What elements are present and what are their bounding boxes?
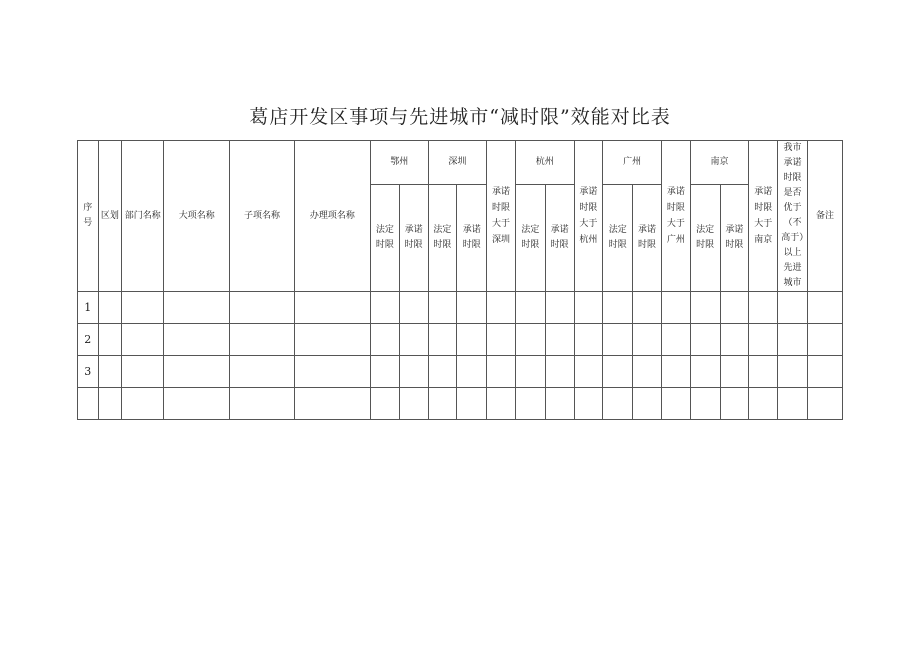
header-remark: 备注 xyxy=(807,141,842,292)
header-compare-hangzhou: 承诺时限大于杭州 xyxy=(574,141,603,292)
row-seq xyxy=(78,388,99,420)
table-row xyxy=(78,292,843,324)
header-promise-guangzhou: 承诺时限 xyxy=(633,185,662,292)
header-city-ezhou: 鄂州 xyxy=(370,141,428,185)
header-promise-shenzhen: 承诺时限 xyxy=(457,185,487,292)
header-city-hangzhou: 杭州 xyxy=(515,141,574,185)
comparison-table xyxy=(77,140,843,420)
header-dept: 部门名称 xyxy=(122,141,164,292)
header-district: 区划 xyxy=(98,141,122,292)
row-seq: 2 xyxy=(78,324,99,356)
header-major-item: 大项名称 xyxy=(164,141,230,292)
header-city-guangzhou: 广州 xyxy=(603,141,662,185)
header-city-shenzhen: 深圳 xyxy=(428,141,487,185)
table-row xyxy=(78,324,843,356)
header-seq: 序号 xyxy=(78,141,99,292)
header-statutory-nanjing: 法定时限 xyxy=(690,185,720,292)
header-handle-item: 办理项名称 xyxy=(294,141,370,292)
header-sub-item: 子项名称 xyxy=(230,141,295,292)
header-our-city: 我市承诺时限是否优于（不高于）以上先进城市 xyxy=(778,141,808,292)
header-statutory-ezhou: 法定时限 xyxy=(370,185,399,292)
row-seq: 3 xyxy=(78,356,99,388)
header-promise-nanjing: 承诺时限 xyxy=(720,185,749,292)
header-compare-shenzhen: 承诺时限大于深圳 xyxy=(487,141,516,292)
header-compare-nanjing: 承诺时限大于南京 xyxy=(749,141,778,292)
header-statutory-hangzhou: 法定时限 xyxy=(515,185,545,292)
header-city-nanjing: 南京 xyxy=(690,141,749,185)
table-row xyxy=(78,388,843,420)
header-statutory-guangzhou: 法定时限 xyxy=(603,185,633,292)
header-promise-hangzhou: 承诺时限 xyxy=(545,185,574,292)
header-promise-ezhou: 承诺时限 xyxy=(399,185,428,292)
document-title: 葛店开发区事项与先进城市“减时限”效能对比表 xyxy=(249,106,671,128)
header-statutory-shenzhen: 法定时限 xyxy=(428,185,457,292)
table-row xyxy=(78,356,843,388)
row-seq: 1 xyxy=(78,292,99,324)
header-compare-guangzhou: 承诺时限大于广州 xyxy=(661,141,690,292)
